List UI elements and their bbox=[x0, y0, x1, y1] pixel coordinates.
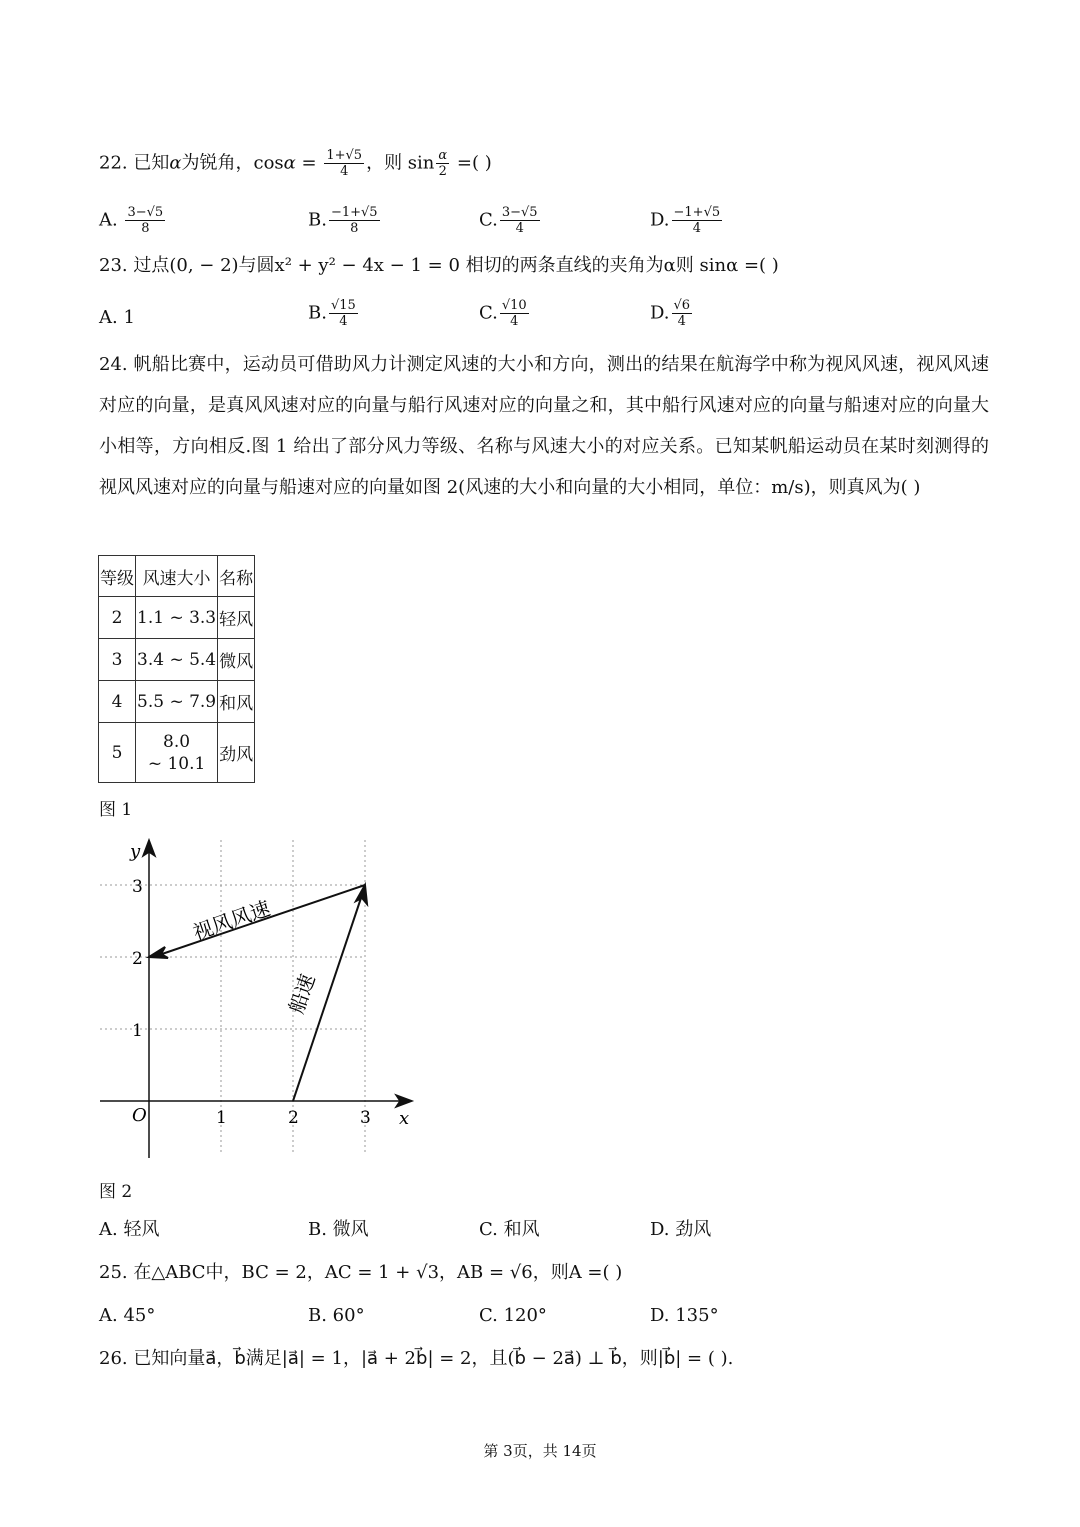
x-tick-label: 2 bbox=[288, 1108, 299, 1128]
figure-1-caption: 图 1 bbox=[99, 800, 133, 820]
y-axis-label: y bbox=[130, 841, 141, 862]
table-row bbox=[99, 597, 255, 639]
q23-option-a: A. 1 bbox=[99, 307, 135, 328]
q23-option-b: B. $\frac{√15}{4}$ bbox=[308, 298, 356, 329]
q24-option-b: B. 微风 bbox=[308, 1219, 369, 1240]
table-cell: 8.0 ~ 10.1 bbox=[136, 723, 218, 783]
x-axis-label: x bbox=[399, 1108, 410, 1129]
table-header-row bbox=[99, 556, 255, 597]
page-footer: 第 3页，共 14页 bbox=[483, 1442, 597, 1460]
x-tick-label: 3 bbox=[360, 1108, 371, 1128]
table-header-cell: 等级 bbox=[99, 556, 136, 597]
apparent-wind-label: 视风风速 bbox=[189, 895, 274, 945]
table-cell: 4 bbox=[99, 681, 136, 723]
q23-option-c: C. $\frac{√10}{4}$ bbox=[479, 298, 527, 329]
y-tick-label: 1 bbox=[132, 1021, 143, 1041]
q25-option-a: A. 45° bbox=[99, 1305, 156, 1326]
q25-option-d: D. 135° bbox=[650, 1305, 719, 1326]
y-tick-label: 3 bbox=[132, 877, 143, 897]
table-header-cell: 名称 bbox=[218, 556, 255, 597]
q22-option-b: B. $\frac{-1+√5}{8}$ bbox=[308, 205, 378, 236]
wind-level-table bbox=[98, 555, 255, 783]
q24-option-c: C. 和风 bbox=[479, 1219, 540, 1240]
table-cell: 3 bbox=[99, 639, 136, 681]
table-cell: 轻风 bbox=[218, 597, 255, 639]
q24-option-a: A. 轻风 bbox=[99, 1219, 160, 1240]
table-cell: 和风 bbox=[218, 681, 255, 723]
boat-speed-label: 船速 bbox=[284, 970, 320, 1017]
table-header-cell: 风速大小 bbox=[136, 556, 218, 597]
table-cell: 2 bbox=[99, 597, 136, 639]
q22-option-c: C. $\frac{3-√5}{4}$ bbox=[479, 205, 538, 236]
q22-option-a: A. $\frac{3-√5}{8}$ bbox=[99, 205, 164, 236]
x-tick-label: 1 bbox=[216, 1108, 227, 1128]
vector-figure bbox=[90, 830, 430, 1170]
table-cell: 5.5 ~ 7.9 bbox=[136, 681, 218, 723]
table-row bbox=[99, 723, 255, 783]
table-cell: 5 bbox=[99, 723, 136, 783]
q26-stem: 26. 已知向量a⃗，b⃗满足|a⃗| = 1，|a⃗ + 2b⃗| = 2，且(b⃗ − 2a⃗) ⊥ b⃗，则|b⃗| = ( ). bbox=[99, 1348, 734, 1369]
figure-2-caption: 图 2 bbox=[99, 1182, 133, 1202]
q23-stem: 23. 过点(0, − 2)与圆x² + y² − 4x − 1 = 0 相切的两条直线的夹角为α则 sinα =( ) bbox=[99, 255, 779, 276]
q22-half-angle-fraction: $\frac{\alpha}{2}$ bbox=[438, 148, 448, 179]
q24-stem: 24. 帆船比赛中，运动员可借助风力计测定风速的大小和方向，测出的结果在航海学中称为视风风速，视风风速对应的向量，是真风风速对应的向量与船行风速对应的向量之和，其中船行风速对应的向量与船速对应的向量大小相等，方向相反.图 1 给出了部分风力等级、名称与风速大小的对应关系。已知某帆船运动员在某时刻测得的视风风速对应的向量与船速对应的向量如图 2(风速的大小和向量的大小相同，单位：m/s)，则真风为( ) bbox=[99, 354, 989, 498]
q22-stem: 22. 已知α为锐角，cosα = $\frac{1+√5}{4}$ ，则 sin $\frac{\alpha}{2}$ =( ) bbox=[99, 148, 492, 179]
q25-option-c: C. 120° bbox=[479, 1305, 547, 1326]
table-cell: 3.4 ~ 5.4 bbox=[136, 639, 218, 681]
table-cell: 劲风 bbox=[218, 723, 255, 783]
table-cell: 微风 bbox=[218, 639, 255, 681]
table-row bbox=[99, 681, 255, 723]
q25-stem: 25. 在△ABC中，BC = 2，AC = 1 + √3，AB = √6，则A =( ) bbox=[99, 1262, 623, 1283]
table-cell: 1.1 ~ 3.3 bbox=[136, 597, 218, 639]
q23-option-d: D. $\frac{√6}{4}$ bbox=[650, 298, 691, 329]
table-row bbox=[99, 639, 255, 681]
origin-label: O bbox=[132, 1105, 147, 1126]
q22-option-d: D. $\frac{-1+√5}{4}$ bbox=[650, 205, 721, 236]
y-tick-label: 2 bbox=[132, 949, 143, 969]
q25-option-b: B. 60° bbox=[308, 1305, 365, 1326]
q24-option-d: D. 劲风 bbox=[650, 1219, 712, 1240]
q22-cos-fraction: $\frac{1+√5}{4}$ bbox=[326, 148, 363, 179]
